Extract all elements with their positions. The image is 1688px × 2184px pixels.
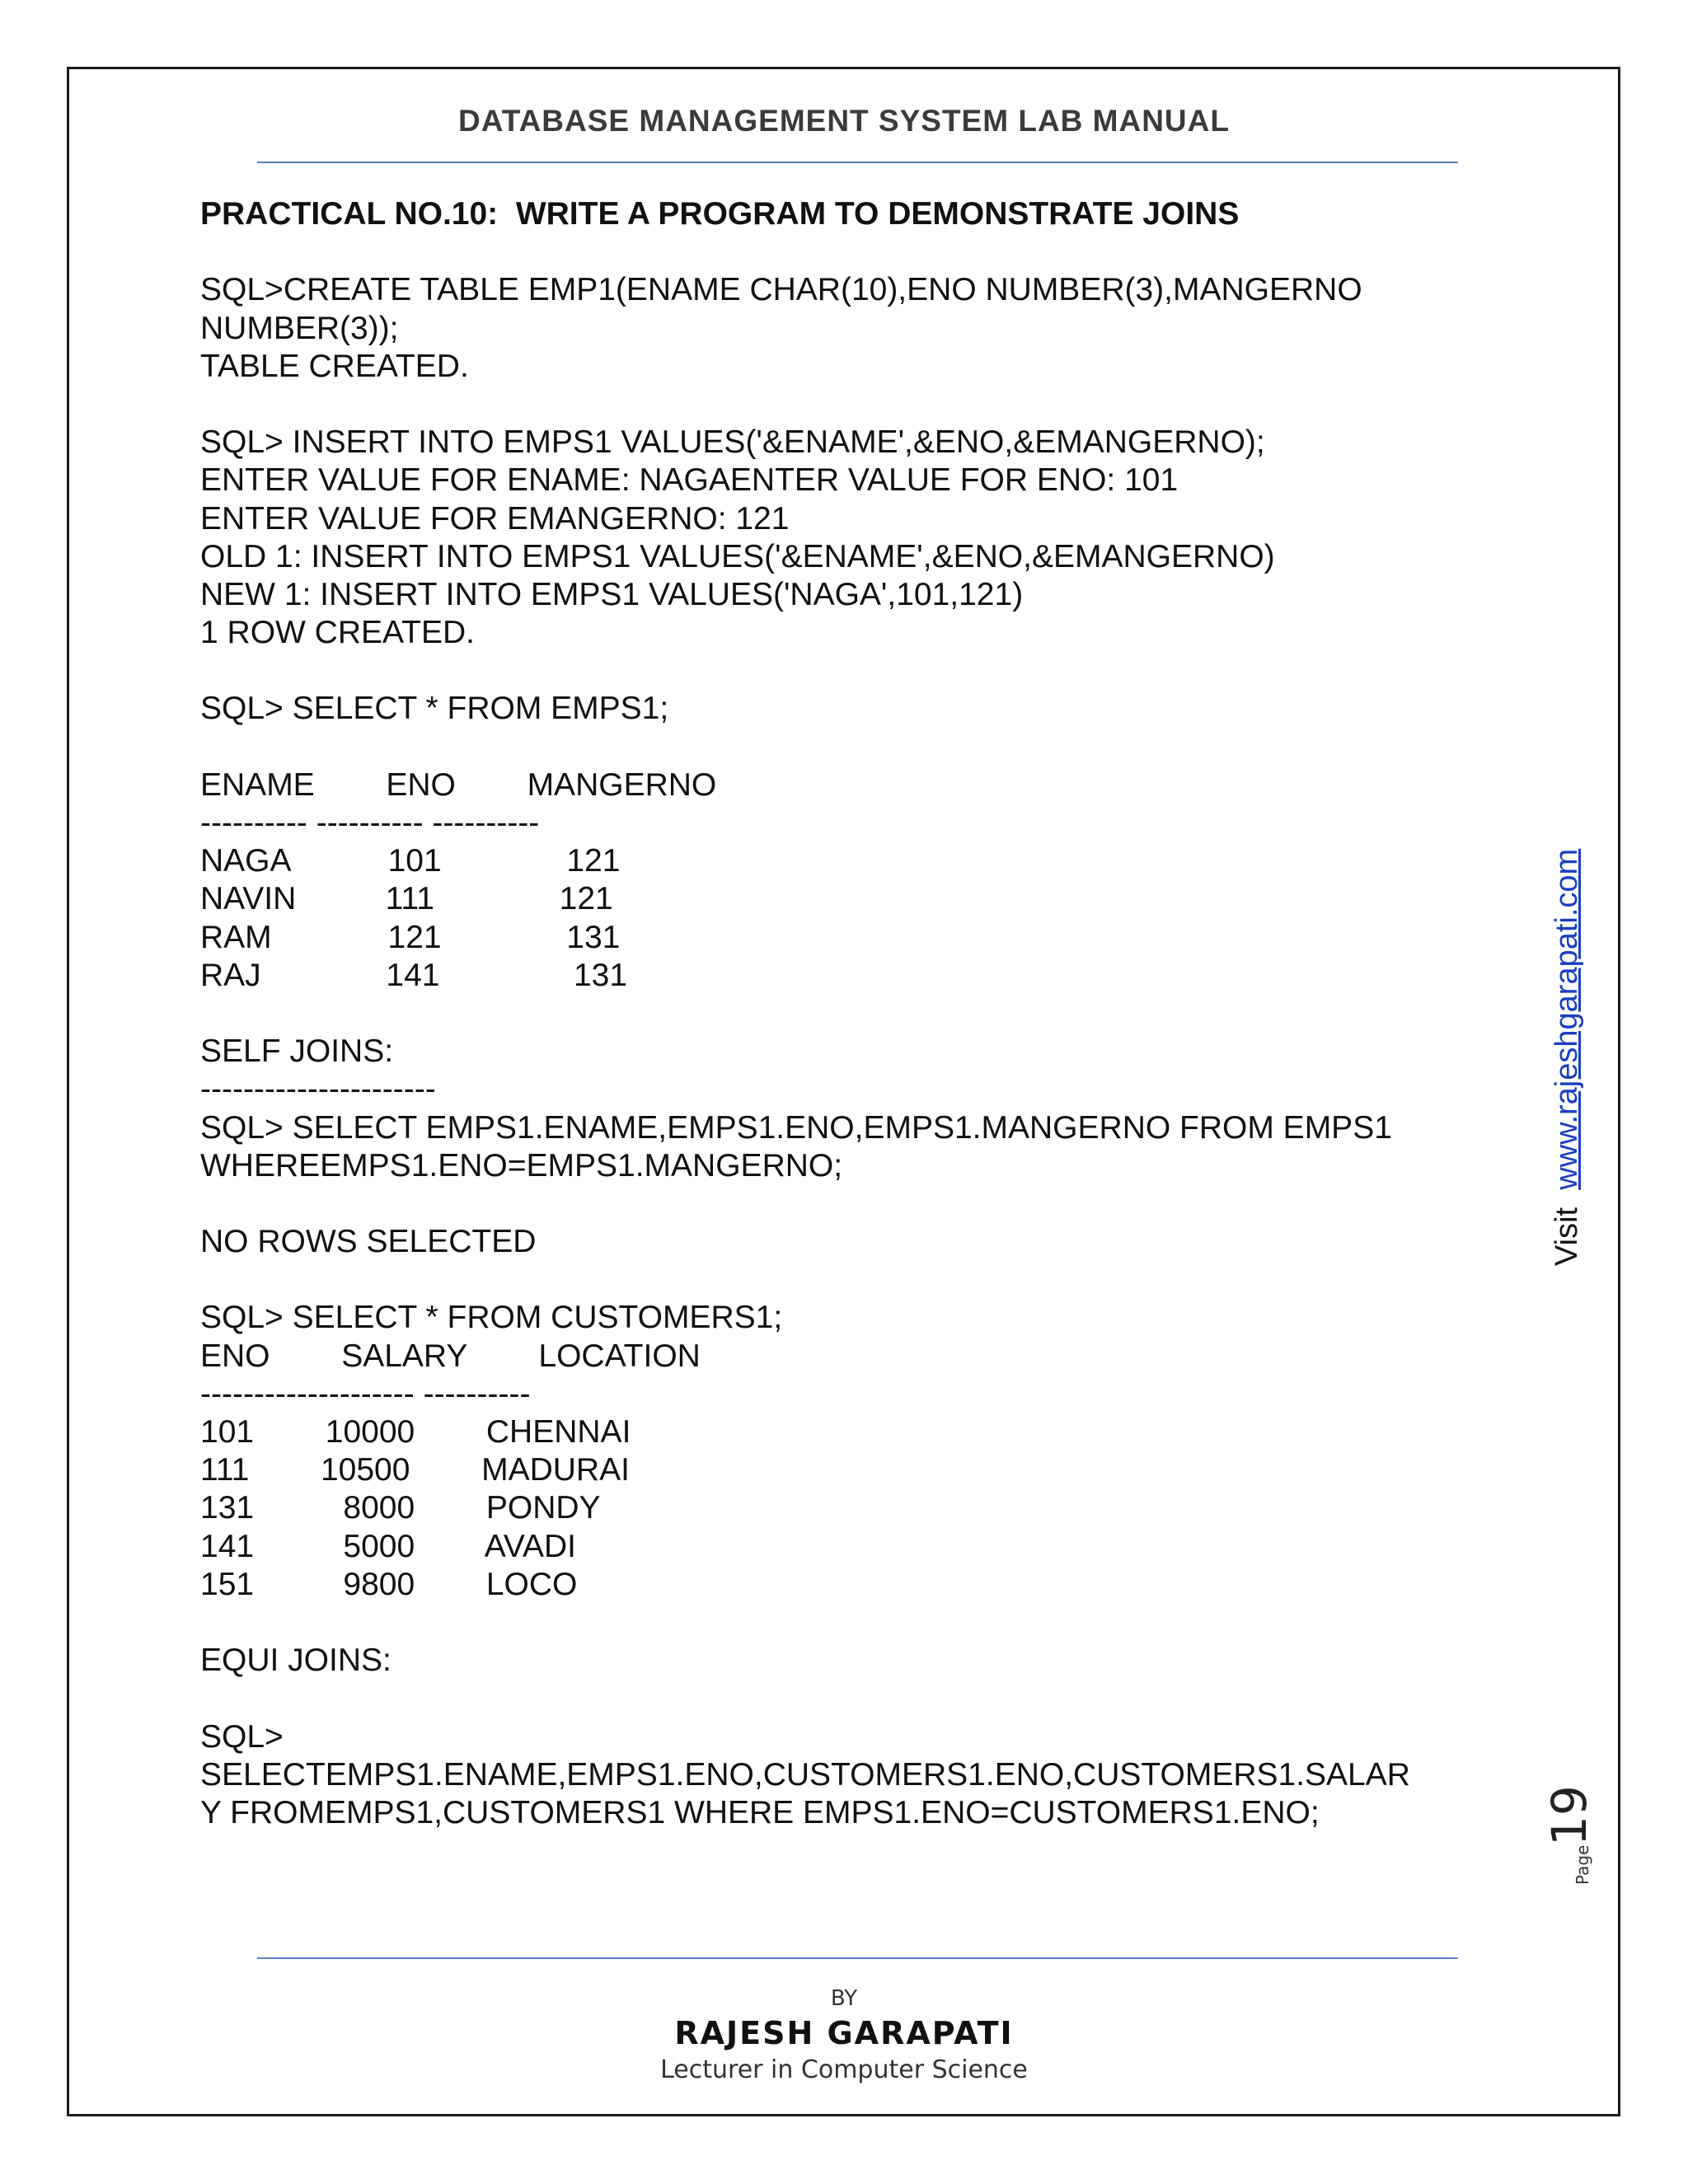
table-row: 141 5000 AVADI bbox=[200, 1528, 576, 1564]
table-row: NAVIN 111 121 bbox=[200, 881, 613, 917]
table-row: 101 10000 CHENNAI bbox=[200, 1414, 631, 1450]
text-line bbox=[200, 1261, 1461, 1299]
website-link[interactable]: www.rajeshgarapati.com bbox=[1550, 848, 1584, 1190]
text-line bbox=[200, 1680, 1461, 1718]
text-line bbox=[200, 729, 1461, 766]
text-line: SQL> INSERT INTO EMPS1 VALUES('&ENAME',&ENO,&EMANGERNO); bbox=[200, 424, 1265, 461]
text-line: TABLE CREATED. bbox=[200, 348, 469, 384]
text-line: SQL> SELECT * FROM EMPS1; bbox=[200, 691, 669, 727]
table-row: 131 8000 PONDY bbox=[200, 1490, 601, 1526]
text-line: SQL> bbox=[200, 1718, 284, 1755]
text-line bbox=[200, 233, 1461, 271]
text-line bbox=[200, 652, 1461, 690]
table-row: NAGA 101 121 bbox=[200, 843, 621, 879]
text-line bbox=[200, 1185, 1461, 1223]
text-line: NEW 1: INSERT INTO EMPS1 VALUES('NAGA',101,121) bbox=[200, 576, 1024, 612]
text-line bbox=[200, 995, 1461, 1033]
table-separator: ---------- ---------- ---------- bbox=[200, 805, 540, 841]
table-separator: -------------------- ---------- bbox=[200, 1376, 531, 1412]
table-row: 151 9800 LOCO bbox=[200, 1566, 578, 1602]
section-label: EQUI JOINS: bbox=[200, 1643, 392, 1679]
text-line: NO ROWS SELECTED bbox=[200, 1224, 537, 1260]
text-line: WHEREEMPS1.ENO=EMPS1.MANGERNO; bbox=[200, 1147, 843, 1183]
footer-by: BY bbox=[830, 1986, 858, 2011]
text-line: SELECTEMPS1.ENAME,EMPS1.ENO,CUSTOMERS1.ENO,CUSTOMERS1.SALAR bbox=[200, 1756, 1410, 1793]
practical-heading: PRACTICAL NO.10: WRITE A PROGRAM TO DEMONSTRATE JOINS bbox=[200, 196, 1240, 232]
document-body bbox=[200, 195, 1461, 1832]
page-header-title: DATABASE MANAGEMENT SYSTEM LAB MANUAL bbox=[458, 104, 1230, 138]
header-rule bbox=[257, 162, 1458, 163]
visit-sidebar bbox=[1550, 849, 1585, 1266]
table-row: 111 10500 MADURAI bbox=[200, 1452, 630, 1488]
footer-rule bbox=[257, 1957, 1458, 1959]
text-line: SQL>CREATE TABLE EMP1(ENAME CHAR(10),ENO NUMBER(3),MANGERNO bbox=[200, 272, 1362, 308]
text-line: SQL> SELECT EMPS1.ENAME,EMPS1.ENO,EMPS1.MANGERNO FROM EMPS1 bbox=[200, 1109, 1392, 1146]
footer-role: Lecturer in Computer Science bbox=[660, 2055, 1028, 2084]
footer-author: RAJESH GARAPATI bbox=[674, 2015, 1014, 2051]
text-line: ---------------------- bbox=[200, 1071, 436, 1108]
table-row: RAM 121 131 bbox=[200, 919, 621, 955]
text-line bbox=[200, 386, 1461, 424]
text-line: SQL> SELECT * FROM CUSTOMERS1; bbox=[200, 1300, 783, 1336]
text-line: ENTER VALUE FOR EMANGERNO: 121 bbox=[200, 500, 790, 537]
section-label: SELF JOINS: bbox=[200, 1033, 394, 1070]
text-line: OLD 1: INSERT INTO EMPS1 VALUES('&ENAME',&ENO,&EMANGERNO) bbox=[200, 538, 1275, 574]
table-header-row: ENAME ENO MANGERNO bbox=[200, 766, 717, 803]
visit-label: Visit bbox=[1550, 1207, 1584, 1266]
text-line: 1 ROW CREATED. bbox=[200, 615, 475, 651]
page-label: Page bbox=[1573, 1844, 1592, 1885]
text-line: Y FROMEMPS1,CUSTOMERS1 WHERE EMPS1.ENO=CUSTOMERS1.ENO; bbox=[200, 1794, 1320, 1830]
page-number: 19 bbox=[1541, 1785, 1597, 1846]
text-line: NUMBER(3)); bbox=[200, 310, 399, 346]
table-row: RAJ 141 131 bbox=[200, 957, 628, 993]
text-line bbox=[200, 1604, 1461, 1642]
table-header-row: ENO SALARY LOCATION bbox=[200, 1338, 701, 1374]
text-line: ENTER VALUE FOR ENAME: NAGAENTER VALUE FOR ENO: 101 bbox=[200, 462, 1179, 499]
